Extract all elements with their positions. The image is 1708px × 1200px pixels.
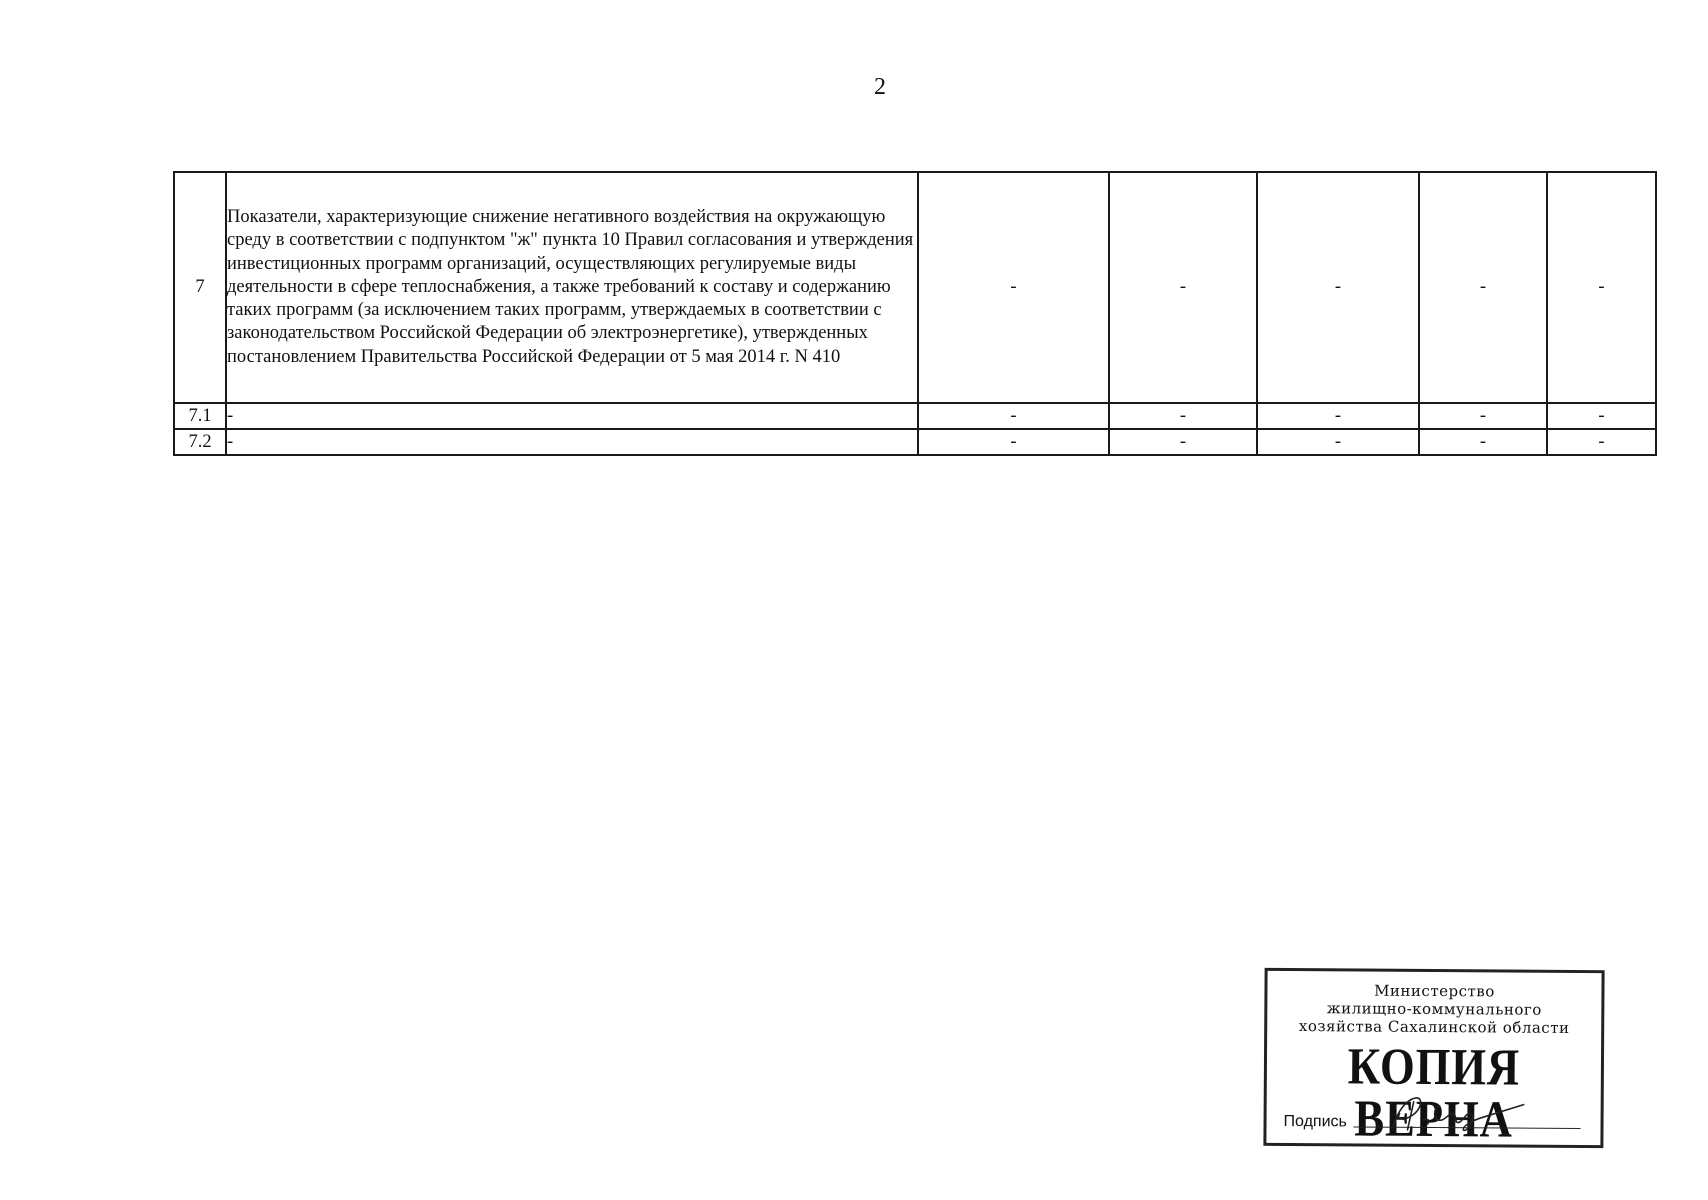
stamp-main-text: КОПИЯ ВЕРНА <box>1347 1038 1521 1149</box>
table-row <box>174 429 1656 455</box>
certified-copy-stamp <box>1263 968 1604 1148</box>
signature-label: Подпись <box>1283 1112 1347 1131</box>
row-value: - <box>1419 403 1547 429</box>
row-value: - <box>1419 172 1547 403</box>
row-value: - <box>1257 429 1419 455</box>
stamp-org-line: хозяйства Сахалинской области <box>1298 1017 1570 1037</box>
signature-row <box>1283 1095 1588 1133</box>
stamp-org-line: Министерство <box>1374 981 1495 1001</box>
handwritten-signature <box>1383 1092 1533 1135</box>
row-value: - <box>1547 172 1656 403</box>
table-row <box>174 172 1656 403</box>
page-number: 2 <box>874 74 886 100</box>
row-value: - <box>1419 429 1547 455</box>
row-value: - <box>1257 403 1419 429</box>
row-value: - <box>1547 403 1656 429</box>
row-value: - <box>918 429 1109 455</box>
row-description: - <box>226 403 918 429</box>
row-value: - <box>1109 403 1257 429</box>
row-number: 7.1 <box>174 403 226 429</box>
row-number: 7 <box>174 172 226 403</box>
stamp-org-line: жилищно-коммунального <box>1326 999 1542 1019</box>
row-value: - <box>1547 429 1656 455</box>
row-value: - <box>918 403 1109 429</box>
row-description: - <box>226 429 918 455</box>
row-description: Показатели, характеризующие снижение негативного воздействия на окружающую среду в соответствии с подпунктом "ж" пункта 10 Правил согласования и утверждения инвестиционных программ организаций, осуществляющих регулируемые виды деятельности в сфере теплоснабжения, а также требований к составу и содержанию таких программ (за исключением таких программ, утверждаемых в соответствии с законодательством Российской Федерации об электроэнергетике), утвержденных постановлением Правительства Российской Федерации от 5 мая 2014 г. N 410 <box>226 172 918 403</box>
indicators-table <box>173 171 1657 456</box>
stamp-organization <box>1267 981 1601 1037</box>
row-value: - <box>1109 172 1257 403</box>
row-number: 7.2 <box>174 429 226 455</box>
table-row <box>174 403 1656 429</box>
row-value: - <box>1109 429 1257 455</box>
row-value: - <box>918 172 1109 403</box>
row-value: - <box>1257 172 1419 403</box>
